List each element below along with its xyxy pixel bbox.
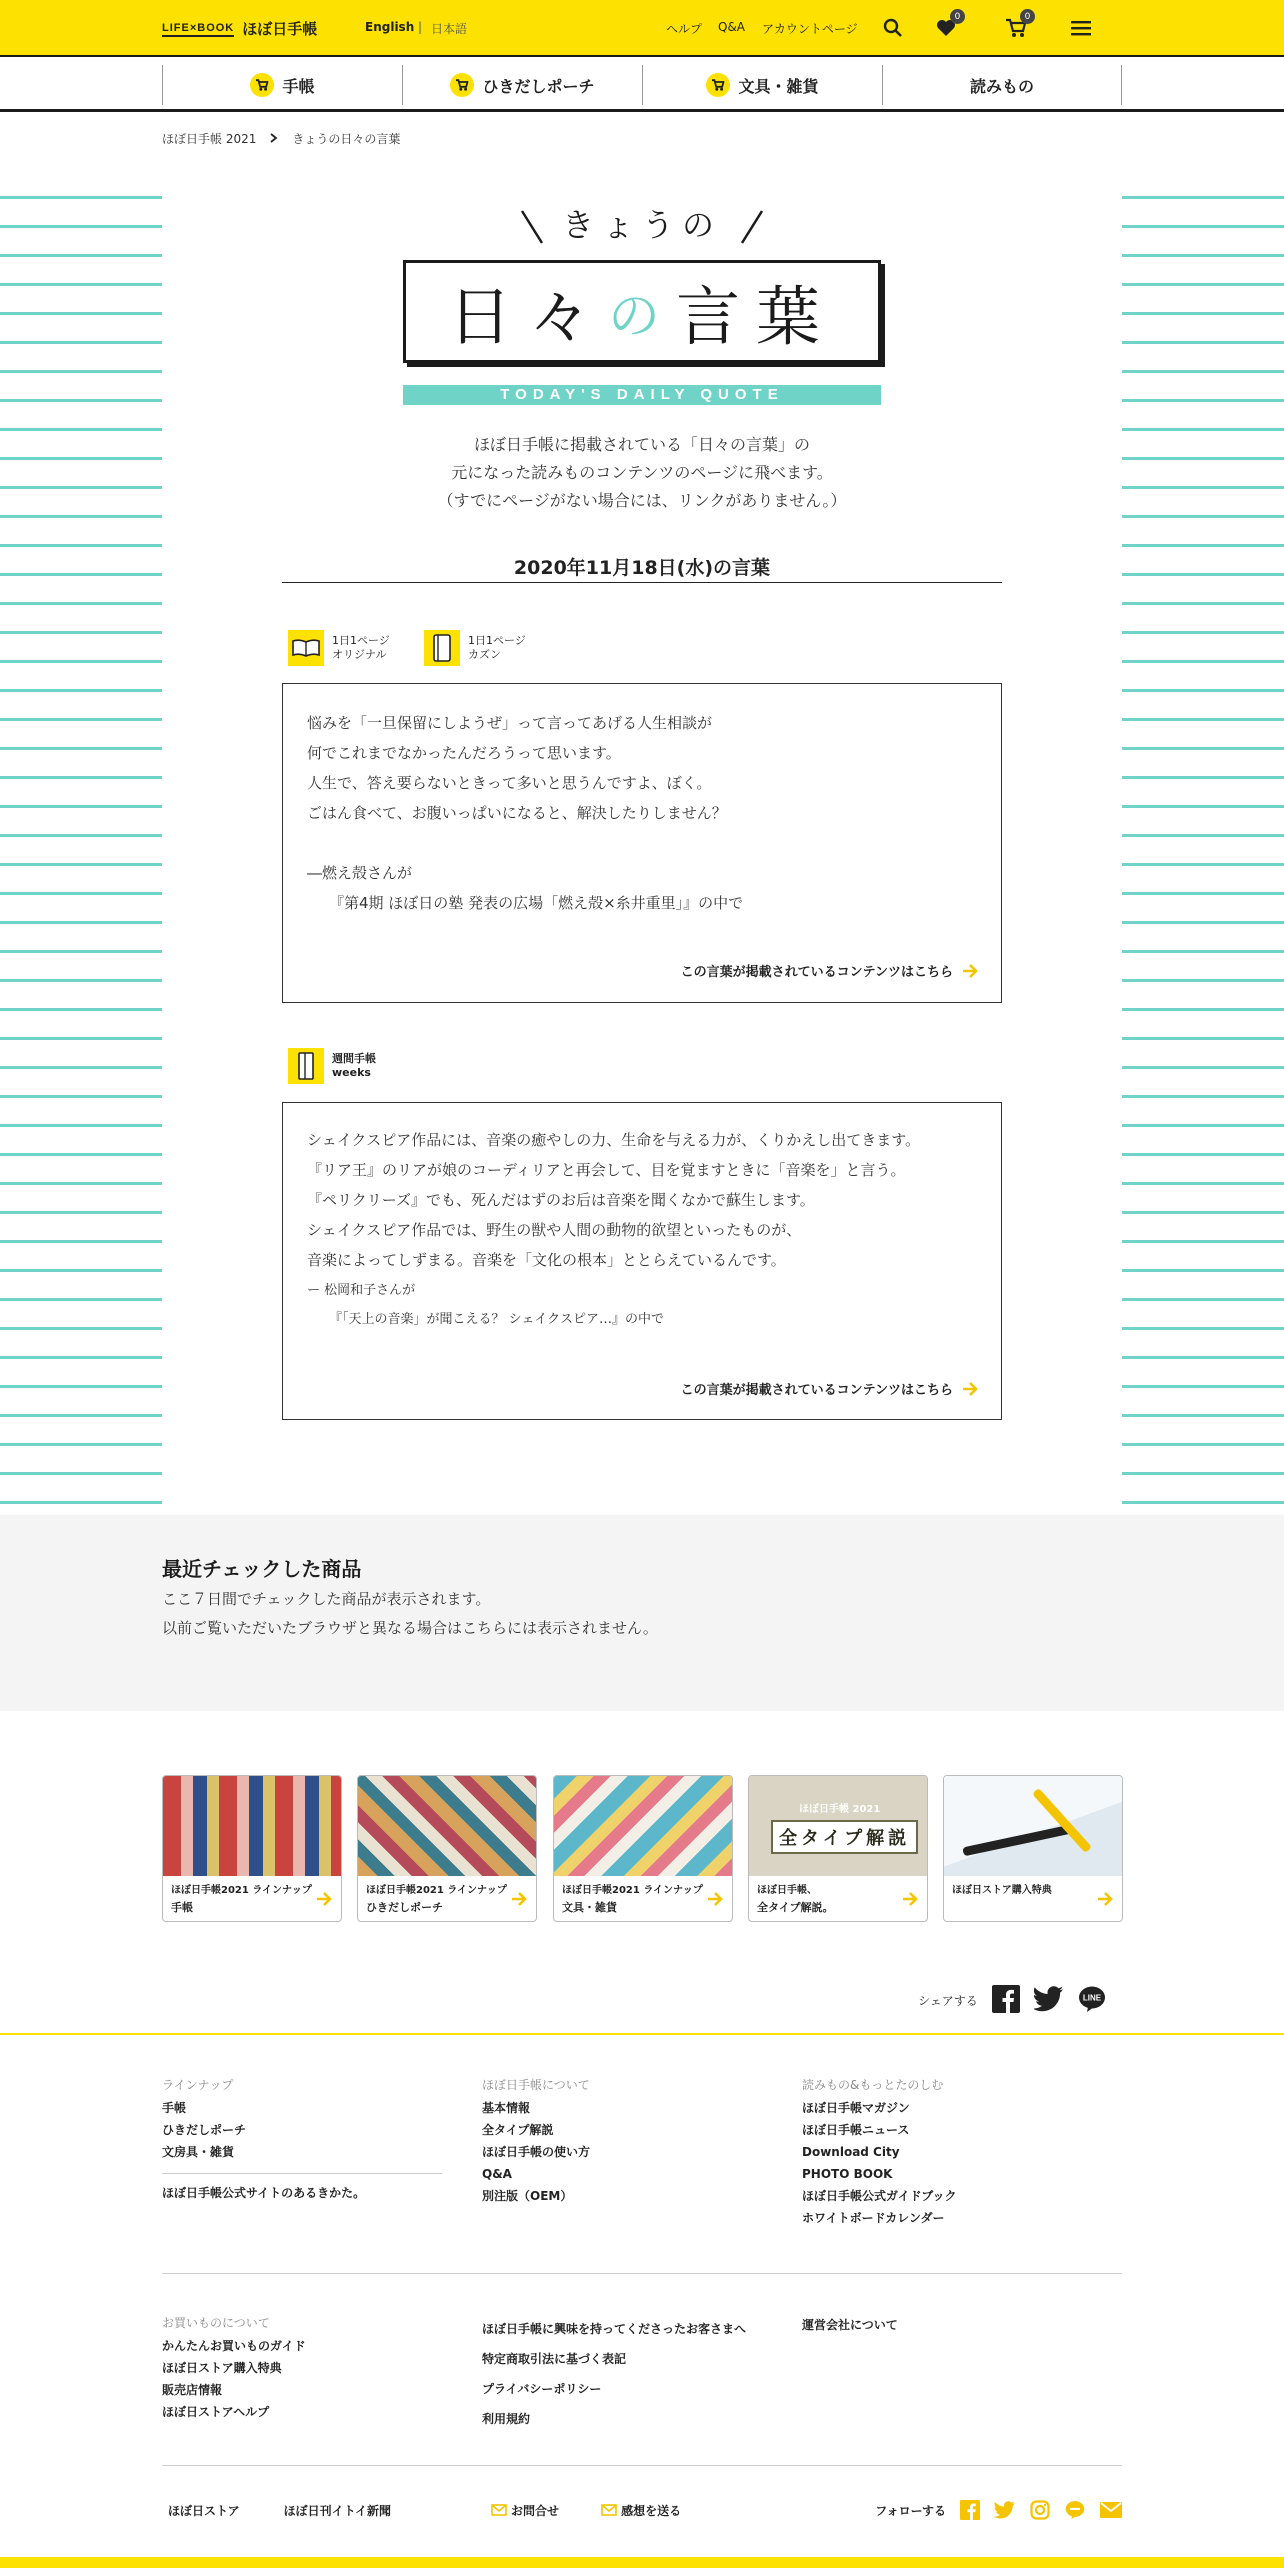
promo-card[interactable] [943,1775,1123,1922]
page-title [403,260,881,363]
footer-link[interactable]: Download City [802,2145,900,2159]
arrow-right-icon [961,962,979,980]
footer-contact-label: お問合せ [511,2503,560,2518]
mail-icon [491,2504,507,2516]
weeks-notebook-icon [288,1048,324,1084]
footer-col-company [802,2314,1082,2336]
promo-card-label [366,1882,507,1916]
breadcrumb [162,130,400,147]
footer-link[interactable]: 別注版（OEM） [482,2189,573,2203]
arrow-right-icon [1096,1890,1114,1912]
footer-link[interactable]: 運営会社について [802,2318,898,2332]
arrow-right-icon [706,1890,724,1912]
promo-card-image [749,1776,927,1876]
pen-illustration [1032,1788,1092,1853]
logo-book-text: LIFE×BOOK [162,21,234,37]
nav-item-label: 文具・雑貨 [738,76,819,96]
planner-label-line2: カズン [468,648,501,661]
footer-link[interactable]: 特定商取引法に基づく表記 [482,2352,627,2366]
footer-news-link[interactable]: ほぼ日刊イトイ新聞 [283,2503,392,2518]
quote-link-label: この言葉が掲載されているコンテンツはこちら [680,965,953,980]
promo-card[interactable] [162,1775,342,1922]
footer-col-lineup [162,2076,442,2204]
quote-line: ごはん食べて、お腹いっぱいになると、解決したりしません？ [307,804,727,822]
footer-link[interactable]: ほぼ日手帳の使い方 [482,2145,591,2159]
promo-card-label-line2: 全タイプ解説。 [757,1901,834,1914]
breadcrumb-home-link[interactable]: ほぼ日手帳 2021 [162,132,257,146]
site-logo[interactable] [162,18,317,39]
instagram-icon[interactable] [1030,2500,1050,2520]
twitter-icon[interactable] [1034,1986,1064,2015]
footer-link[interactable]: ほぼ日手帳公式ガイドブック [802,2189,957,2203]
promo-card-label-line1: ほぼ日ストア購入特典 [952,1885,1052,1896]
promo-card[interactable] [748,1775,928,1922]
share-label: シェアする [918,1994,978,2008]
nav-item-label: 読みもの [969,76,1034,96]
quote-link-label: この言葉が掲載されているコンテンツはこちら [680,1383,953,1398]
planner-label-line2: オリジナル [332,648,387,661]
footer-top-line [0,2033,1284,2035]
cart-icon[interactable] [1003,11,1031,41]
open-book-icon [288,630,324,666]
mail-icon[interactable] [1100,2502,1122,2518]
footer-col-title: お買いものについて [162,2316,270,2330]
twitter-icon[interactable] [994,2501,1016,2519]
quote-line: 『リア王』のリアが娘のコーディリアと再会して、目を覚ますときに「音楽を」と言う。 [307,1161,906,1179]
planner-label-line1: 1日1ページ [332,634,390,647]
promo-card-label-line1: ほぼ日手帳2021 ラインナップ [562,1885,703,1896]
quote-line: 何でこれまでなかったんだろうって思います。 [307,744,621,762]
promo-card-label [952,1882,1052,1899]
planner-cousin [424,630,526,666]
title-sub [0,200,1284,247]
arrow-right-icon [315,1890,333,1912]
footer-link[interactable]: 全タイプ解説 [482,2123,554,2137]
recent-title: 最近チェックした商品 [162,1557,362,1581]
footer-link[interactable]: プライバシーポリシー [482,2382,602,2396]
title-main-part1: 日々 [447,280,608,355]
intro-line-2: 元になった読みものコンテンツのページに飛べます。 [451,463,833,482]
promo-card-label-line1: ほぼ日手帳、 [757,1885,817,1896]
footer-link-site-guide[interactable]: ほぼ日手帳公式サイトのあるきかた。 [162,2186,366,2200]
cart-count-badge: 0 [1020,9,1035,24]
lang-english-link[interactable]: English [365,20,415,34]
main-nav [0,57,1284,112]
planner-weeks [288,1048,376,1084]
quote-content-link[interactable] [681,961,979,980]
qa-link[interactable]: Q&A [718,20,746,34]
facebook-icon[interactable] [960,2500,980,2520]
footer-link[interactable]: 販売店情報 [162,2383,223,2397]
footer-store-link[interactable]: ほぼ日ストア [168,2503,240,2518]
footer-link[interactable]: 文房具・雑貨 [162,2145,235,2159]
planner-label-line1: 週間手帳 [332,1052,376,1065]
cart-icon [706,73,730,97]
promo-card-label-line1: ほぼ日手帳2021 ラインナップ [366,1885,507,1896]
promo-card-label-line2: ひきだしポーチ [366,1901,443,1914]
footer-link[interactable]: ほぼ日手帳マガジン [802,2101,910,2115]
footer-divider [162,2465,1122,2466]
footer-col-info [482,2314,782,2434]
footer-col-title: ラインナップ [162,2078,234,2092]
footer-link[interactable]: ほぼ日ストアヘルプ [162,2405,270,2419]
promo-card-image [163,1776,341,1876]
promo-card-image [944,1776,1122,1876]
footer-link[interactable]: ほぼ日手帳ニュース [802,2123,910,2137]
mail-icon [601,2504,617,2516]
title-main-part2: 言葉 [676,280,836,355]
footer-link[interactable]: 基本情報 [482,2101,531,2115]
promo-card-label-line1: ほぼ日手帳2021 ラインナップ [171,1885,312,1896]
quote-line: 音楽によってしずまる。音楽を「文化の根本」ととらえているんです。 [307,1251,786,1269]
lang-japanese-link[interactable]: 日本語 [431,22,468,36]
quote-line: 『ペリクリーズ』でも、死んだはずのお后は音楽を聞くなかで蘇生します。 [307,1191,815,1209]
slash-left-decoration [520,207,544,247]
nav-item-label: 手帳 [282,76,315,96]
lang-separator: | [418,20,423,34]
title-main-no: の [607,287,676,347]
facebook-icon[interactable] [992,1985,1020,2016]
quote-box-1 [282,683,1002,1003]
arrow-right-icon [510,1890,528,1912]
cart-icon [250,73,274,97]
notebook-icon [424,630,460,666]
footer-link[interactable]: ほぼ日手帳に興味を持ってくださったお客さまへ [482,2322,747,2336]
promo-card-label [562,1882,703,1916]
menu-hamburger-icon[interactable] [1068,15,1094,41]
chevron-right-icon [270,132,278,146]
favorites-heart-icon[interactable] [933,11,961,41]
footer-col-shopping [162,2314,442,2423]
footer-link[interactable]: かんたんお買いものガイド [162,2339,306,2353]
recent-text-1: ここ７日間でチェックした商品が表示されます。 [162,1590,491,1608]
footer-link[interactable]: ほぼ日ストア購入特典 [162,2361,282,2375]
promo-card[interactable] [357,1775,537,1922]
footer-link[interactable]: ホワイトボードカレンダー [802,2211,945,2225]
line-icon[interactable] [1064,2500,1086,2520]
promo-card[interactable] [553,1775,733,1922]
share-bar [918,1985,1106,2016]
footer-col-title: 読みもの&もっとたのしむ [802,2078,944,2092]
quote-line: 悩みを「一旦保留にしようぜ」って言ってあげる人生相談が [307,714,713,732]
footer-link[interactable]: Q&A [482,2167,512,2181]
footer-divider [162,2273,1122,2274]
footer-bottom-bar [162,2500,1122,2520]
nav-item-reading[interactable] [882,65,1122,105]
footer-col-reading [802,2076,1082,2229]
recent-products-section [0,1515,1284,1711]
nav-item-label: ひきだしポーチ [482,76,595,96]
quote-author: ー 松岡和子さんが [307,1283,416,1298]
quote-line: シェイクスピア作品では、野生の獣や人間の動物的欲望といったものが、 [307,1221,802,1239]
account-link[interactable]: アカウントページ [762,22,858,36]
footer-contact-link[interactable] [491,2502,559,2519]
promo-card-label-line2: 手帳 [171,1901,193,1914]
footer-link[interactable]: ひきだしポーチ [162,2123,247,2137]
planner-label-line1: 1日1ページ [468,634,526,647]
planner-label-line2: weeks [332,1066,371,1079]
title-band: TODAY'S DAILY QUOTE [403,385,881,405]
promo-card-image-caption: 全タイプ解説 [771,1820,918,1854]
right-stripe-decoration [1122,170,1284,1505]
quote-line: シェイクスピア作品には、音楽の癒やしの力、生命を与える力が、くりかえし出てきます。 [307,1131,921,1149]
intro-line-1: ほぼ日手帳に掲載されている「日々の言葉」の [473,435,810,454]
left-stripe-decoration [0,170,162,1505]
footer-feedback-label: 感想を送る [621,2503,682,2518]
promo-card-image [358,1776,536,1876]
date-heading: 2020年11月18日(水)の言葉 [282,553,1002,583]
logo-name-text: ほぼ日手帳 [242,20,318,38]
slash-right-decoration [740,207,764,247]
line-icon[interactable] [1078,1985,1106,2016]
footer-link[interactable]: PHOTO BOOK [802,2167,893,2181]
cart-icon [450,73,474,97]
arrow-right-icon [961,1380,979,1398]
footer-col-about [482,2076,762,2207]
recent-text-2: 以前ご覧いただいたブラウザと異なる場合はこちらには表示されません。 [162,1619,658,1637]
nav-item-stationery[interactable] [642,65,882,105]
follow-label: フォローする [875,2503,946,2518]
footer-feedback-link[interactable] [601,2502,681,2519]
promo-card-label-line2: 文具・雑貨 [562,1901,617,1914]
promo-card-image [554,1776,732,1876]
quote-author: ―燃え殻さんが [307,864,413,882]
planner-original [288,630,390,666]
nav-item-pouch[interactable] [402,65,642,105]
promo-card-image-caption-top: ほぼ日手帳 2021 [799,1804,881,1815]
arrow-right-icon [901,1890,919,1912]
svg-text:LINE: LINE [1082,1993,1101,2003]
help-link[interactable]: ヘルプ [666,22,703,36]
pen-illustration [962,1825,1071,1857]
footer-bottom-yellow-bar [0,2557,1284,2568]
breadcrumb-current: きょうの日々の言葉 [292,132,401,146]
footer-col-title: ほぼ日手帳について [482,2078,590,2092]
search-icon[interactable] [880,15,906,41]
nav-item-techo[interactable] [162,65,402,105]
site-header [0,0,1284,57]
quote-source: 『第4期 ほぼ日の塾 発表の広場「燃え殻×糸井重里」』の中で [329,894,744,912]
title-sub-text: きょうの [561,206,722,244]
promo-card-label [171,1882,312,1916]
quote-source: 『「天上の音楽」が聞こえる？ シェイクスピア…』の中で [329,1312,664,1327]
intro-line-3: （すでにページがない場合には、リンクがありません。） [437,491,847,510]
quote-content-link[interactable] [681,1379,979,1398]
footer-divider [162,2173,442,2174]
favorites-count-badge: 0 [950,9,965,24]
promo-card-label [757,1882,833,1916]
quote-box-2 [282,1102,1002,1420]
footer-link[interactable]: 利用規約 [482,2412,531,2426]
footer-link[interactable]: 手帳 [162,2101,187,2115]
quote-line: 人生で、答え要らないときって多いと思うんですよ、ぼく。 [307,774,712,792]
